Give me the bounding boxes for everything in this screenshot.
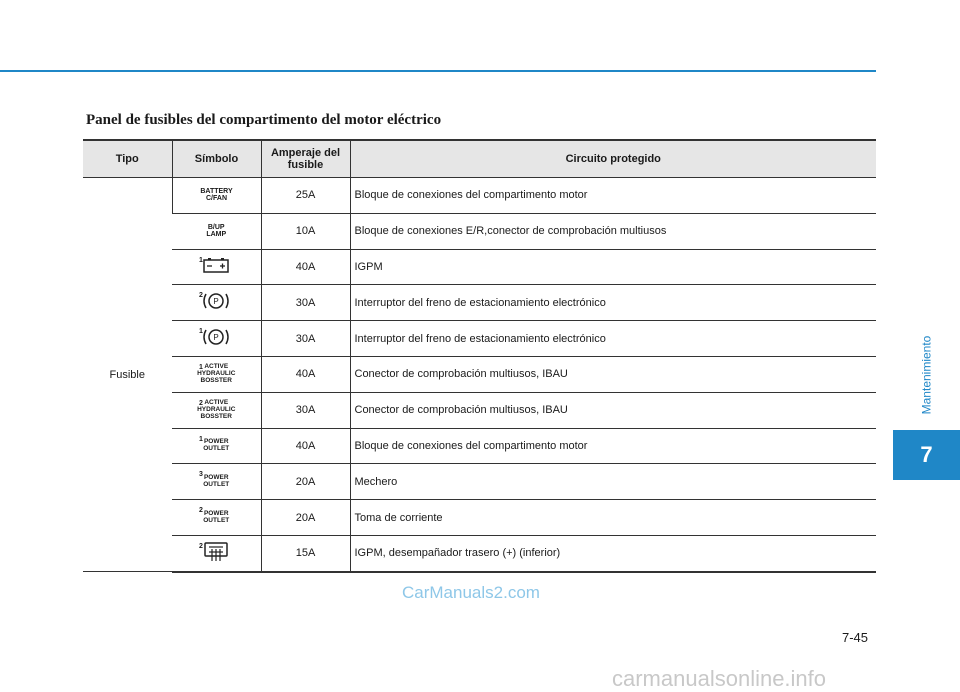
svg-text:P: P — [213, 333, 219, 343]
side-tab-mantenimiento: Mantenimiento — [919, 335, 934, 415]
circuit-cell: Bloque de conexiones del compartimento motor — [350, 428, 876, 464]
chapter-number: 7 — [920, 442, 933, 467]
parking-brake-icon — [201, 291, 231, 311]
amperage-cell: 30A — [261, 321, 350, 357]
circuit-cell: Conector de comprobación multiusos, IBAU — [350, 392, 876, 428]
amperage-cell: 10A — [261, 213, 350, 249]
symbol-cell — [172, 464, 261, 500]
power-outlet-label: POWER OUTLET — [203, 438, 230, 453]
power-outlet-label: POWER OUTLET — [203, 510, 230, 525]
circuit-cell: Conector de comprobación multiusos, IBAU — [350, 356, 876, 392]
fuse-table — [83, 139, 876, 573]
circuit-cell: Interruptor del freno de estacionamiento electrónico — [350, 285, 876, 321]
header-amperage: Amperaje del fusible — [261, 140, 350, 178]
section-title: Panel de fusibles del compartimento del motor eléctrico — [86, 112, 442, 128]
circuit-cell: IGPM, desempañador trasero (+) (inferior) — [350, 535, 876, 571]
table-row — [83, 464, 876, 500]
battery-icon — [203, 257, 229, 273]
symbol-superscript: 2 — [199, 542, 203, 550]
svg-text:P: P — [213, 297, 219, 307]
table-row — [83, 249, 876, 285]
circuit-cell: Bloque de conexiones del compartimento motor — [350, 178, 876, 214]
header-type: Tipo — [83, 140, 172, 178]
circuit-cell: Bloque de conexiones E/R,conector de comprobación multiusos — [350, 213, 876, 249]
header-circuit: Circuito protegido — [350, 140, 876, 178]
symbol-superscript: 2 — [199, 399, 203, 407]
amperage-cell: 30A — [261, 285, 350, 321]
page-number: 7-45 — [842, 630, 869, 645]
amperage-cell: 30A — [261, 392, 350, 428]
symbol-cell — [172, 392, 261, 428]
table-row — [83, 428, 876, 464]
symbol-cell — [172, 213, 261, 249]
symbol-cell — [172, 178, 261, 214]
symbol-superscript: 1 — [199, 435, 203, 443]
circuit-cell: Interruptor del freno de estacionamiento electrónico — [350, 321, 876, 357]
symbol-superscript: 3 — [199, 471, 203, 479]
amperage-cell: 25A — [261, 178, 350, 214]
circuit-cell: Mechero — [350, 464, 876, 500]
symbol-cell — [172, 428, 261, 464]
table-row — [83, 285, 876, 321]
table-row — [83, 356, 876, 392]
symbol-superscript: 2 — [199, 292, 203, 300]
symbol-cell — [172, 249, 261, 285]
symbol-cell — [172, 535, 261, 571]
table-row — [83, 178, 876, 214]
table-header-row — [83, 140, 876, 178]
amperage-cell: 15A — [261, 535, 350, 571]
table-row — [83, 392, 876, 428]
watermark-carmanualsonline: carmanualsonline.info — [612, 666, 827, 691]
symbol-superscript: 1 — [199, 363, 203, 371]
active-hydraulic-booster-label: ACTIVE HYDRAULIC BOSSTER — [197, 363, 236, 385]
table-row — [83, 500, 876, 536]
rear-defroster-icon — [204, 542, 228, 562]
symbol-cell — [172, 356, 261, 392]
circuit-cell: Toma de corriente — [350, 500, 876, 536]
amperage-cell: 40A — [261, 428, 350, 464]
symbol-cell — [172, 285, 261, 321]
table-row — [83, 321, 876, 357]
symbol-cell — [172, 500, 261, 536]
battery-cfan-label: BATTERY C/FAN — [200, 187, 233, 202]
amperage-cell: 20A — [261, 500, 350, 536]
table-row — [83, 213, 876, 249]
symbol-cell — [172, 321, 261, 357]
circuit-cell: IGPM — [350, 249, 876, 285]
table-row — [83, 535, 876, 571]
header-symbol: Símbolo — [172, 140, 261, 178]
watermark-carmanuals2: CarManuals2.com — [402, 583, 540, 602]
symbol-superscript: 1 — [199, 256, 203, 264]
amperage-cell: 40A — [261, 249, 350, 285]
active-hydraulic-booster-label: ACTIVE HYDRAULIC BOSSTER — [197, 399, 236, 421]
symbol-superscript: 1 — [199, 328, 203, 336]
parking-brake-icon — [201, 327, 231, 347]
symbol-superscript: 2 — [199, 507, 203, 515]
chapter-number-box — [893, 430, 960, 480]
power-outlet-label: POWER OUTLET — [203, 474, 230, 489]
backup-lamp-label: B/UP LAMP — [206, 223, 227, 238]
top-rule — [0, 70, 876, 72]
amperage-cell: 20A — [261, 464, 350, 500]
amperage-cell: 40A — [261, 356, 350, 392]
type-cell: Fusible — [83, 178, 172, 572]
